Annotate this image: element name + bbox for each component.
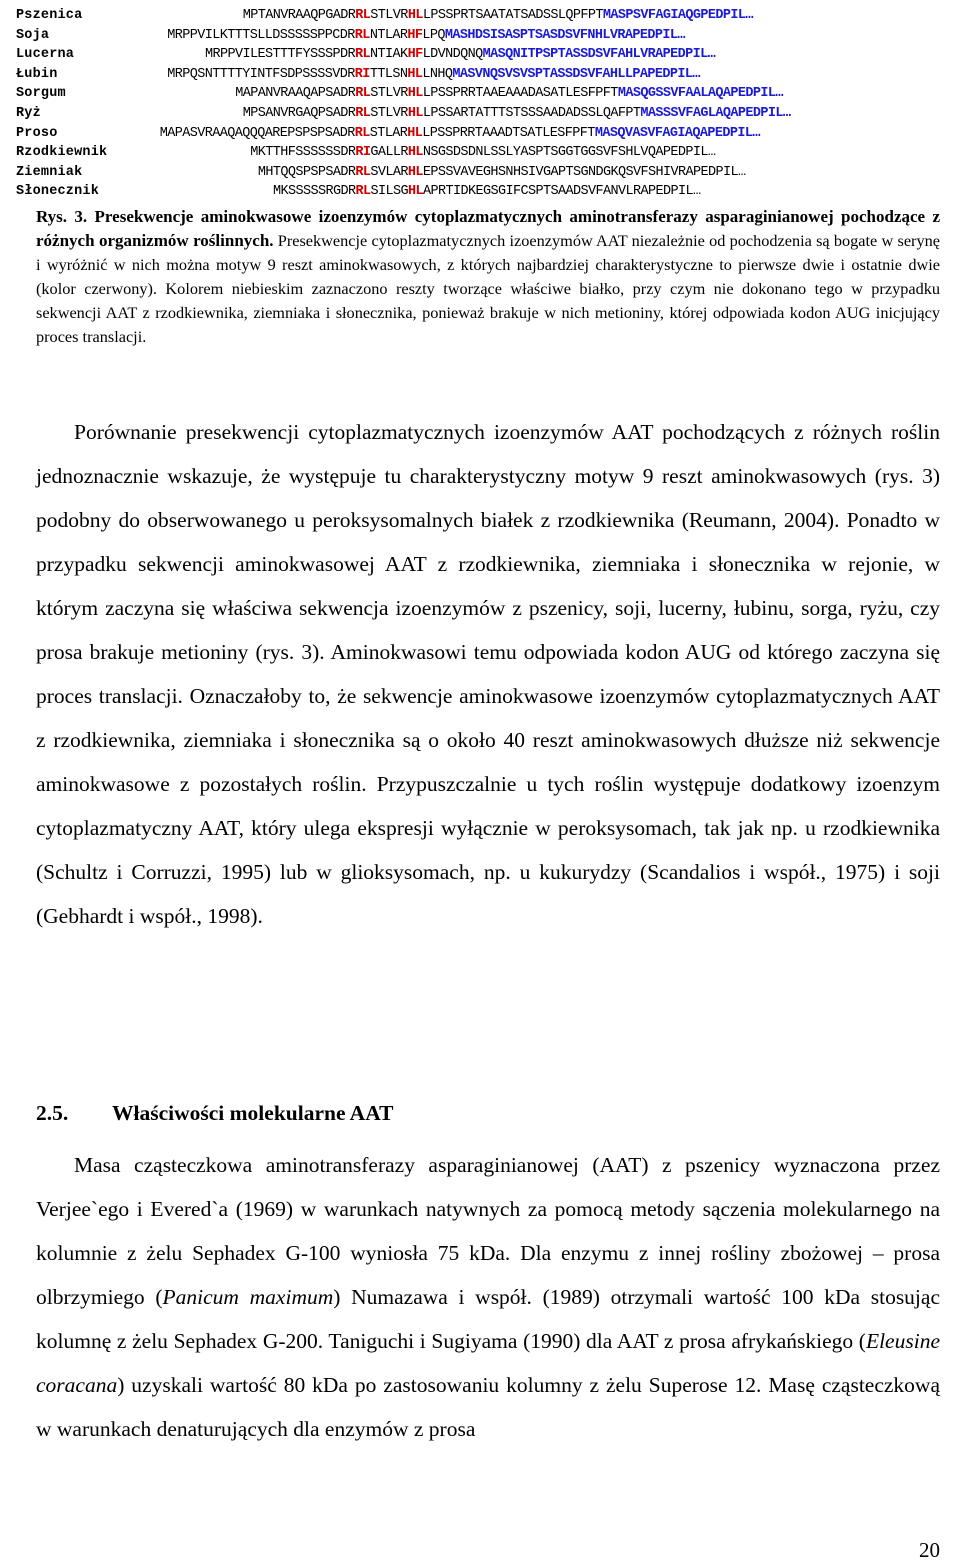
sequence-segment: MKSSSSSRGDR: [272, 184, 356, 200]
motif-residues: RL: [355, 8, 371, 23]
sequence: [273, 182, 701, 202]
text-run: ) Numazawa i współ. (1989) otrzymali wartość 100 kDa stosując kolumnę z żelu Sephadex G-200. Taniguchi i Sugiyama (1990) dla AAT z prosa afrykańskiego (: [36, 1285, 940, 1353]
sequence-segment: TTLSN: [369, 66, 408, 82]
alignment-row: [16, 182, 946, 202]
section-number: 2.5.: [36, 1101, 69, 1125]
motif-residues: RL: [355, 184, 371, 200]
section-heading: [36, 1101, 393, 1126]
species-name: Proso: [16, 125, 58, 141]
sequence-segment: LPSSPRRTAAADTSATLESFPFT: [422, 125, 595, 141]
sequence-alignment: [16, 6, 946, 202]
body-text-2: [36, 1143, 940, 1451]
sequence-segment: MAPASVRAAQAQQQAREPSPSPSADR: [159, 125, 355, 141]
sequence-segment: SILSG: [370, 184, 408, 200]
sequence-segment: GALLR: [370, 145, 408, 161]
section-title: Właściwości molekularne AAT: [112, 1101, 394, 1125]
protein-start: MASHDSISASPTSASDSVFNHLVRAPEDPIL…: [444, 27, 685, 43]
species-name: Panicum maximum: [162, 1285, 334, 1309]
sequence-segment: MRPQSNTTTTYINTFSDPSSSSVDR: [167, 66, 355, 82]
sequence: [235, 84, 783, 104]
alignment-row: [16, 26, 946, 46]
alignment-row: [16, 65, 946, 85]
sequence: [243, 104, 791, 124]
species-name: Ryż: [16, 105, 41, 121]
text-run: Masa cząsteczkowa aminotransferazy asparaginianowej (AAT) z pszenicy wyznaczona przez Verjee`ego i Evered`a (1969) w warunkach natywnych za pomocą metody sączenia molekularnego na kolumnie z żelu Sephadex G-100 wyniosła 75 kDa. Dla enzymu z innej rośliny zbożowej – prosa olbrzymiego (: [36, 1153, 940, 1309]
species-name: Soja: [16, 27, 50, 43]
motif-residues: RL: [354, 27, 370, 43]
sequence-segment: MKTTHFSSSSSSDR: [250, 145, 356, 161]
sequence-segment: MPSANVRGAQPSADR: [242, 105, 356, 121]
page-number: 20: [919, 1538, 940, 1562]
sequence: [167, 26, 685, 46]
figure-caption: [36, 205, 940, 349]
text-run: ) uzyskali wartość 80 kDa po zastosowaniu kolumny z żelu Superose 12. Masę cząsteczkową w warunkach denaturujących dla enzymów z prosa: [36, 1373, 940, 1441]
motif-residues: RL: [354, 125, 370, 141]
protein-start: MASQNITPSPTASSDSVFAHLVRAPEDPIL…: [482, 47, 716, 63]
motif-residues: RI: [355, 145, 371, 161]
sequence-segment: EPSSVAVEGHSNHSIVGAPTSGNDGKQSVFSHIVRAPEDPIL…: [422, 164, 746, 180]
sequence-segment: STLVR: [370, 8, 408, 23]
sequence-segment: MAPANVRAAQAPSADR: [235, 86, 356, 102]
motif-residues: RL: [355, 47, 371, 63]
motif-residues: HL: [407, 66, 423, 82]
species-name: Ziemniak: [16, 164, 83, 180]
sequence: [243, 6, 753, 26]
sequence-segment: MPTANVRAAQPGADR: [242, 8, 356, 23]
alignment-row: [16, 163, 946, 183]
sequence-segment: APRTIDKEGSGIFCSPTSAADSVFANVLRAPEDPIL…: [423, 184, 701, 200]
species-name: Słonecznik: [16, 184, 100, 200]
sequence-segment: NTIAK: [370, 47, 408, 63]
protein-start: MASSSVFAGLAQAPEDPIL…: [640, 105, 791, 121]
protein-start: MASQGSSVFAALAQAPEDPIL…: [617, 86, 783, 102]
caption-label: Rys. 3. Presekwencje aminokwasowe izoenzymów cytoplazmatycznych aminotransferazy asparaginianowej pochodzące z różnych organizmów roślinnych.: [36, 207, 940, 250]
sequence-segment: LPQ: [422, 27, 445, 43]
sequence-segment: MHTQQSPSPSADR: [257, 164, 356, 180]
motif-residues: RI: [354, 66, 370, 82]
sequence-segment: STLVR: [370, 86, 408, 102]
sequence-segment: STLAR: [369, 125, 408, 141]
paragraph: [36, 1143, 940, 1451]
motif-residues: HL: [407, 8, 423, 23]
motif-residues: HF: [407, 47, 423, 63]
sequence-segment: LPSSPRRTAAEAAADASATLESFPFT: [422, 86, 618, 102]
sequence: [167, 65, 700, 85]
motif-residues: RL: [355, 86, 371, 102]
species-name: Rzodkiewnik: [16, 145, 108, 161]
sequence-segment: LDVNDQNQ: [422, 47, 483, 63]
sequence-segment: LNHQ: [422, 66, 453, 82]
motif-residues: HL: [407, 125, 423, 141]
sequence-segment: NSGSDSDNLSSLYASPTSGGTGGSVFSHLVQAPEDPIL…: [422, 145, 716, 161]
caption-text: Presekwencje cytoplazmatycznych izoenzymów AAT niezależnie od pochodzenia są bogate w serynę i wyróżnić w nich można motyw 9 reszt aminokwasowych, z których najbardziej charakterystyczne to pierwsze dwie i ostatnie dwie (kolor czerwony). Kolorem niebieskim zaznaczono reszty tworzące właściwe białko, przy czym nie dokonano tego w przypadku sekwencji AAT z rzodkiewnika, ziemniaka i słonecznika, ponieważ brakuje w nich metioniny, której odpowiada kodon AUG inicjujący proces translacji.: [36, 231, 940, 346]
motif-residues: HL: [407, 86, 423, 102]
sequence: [205, 45, 715, 65]
alignment-row: [16, 143, 946, 163]
sequence-segment: STLVR: [370, 105, 408, 121]
alignment-row: [16, 124, 946, 144]
species-name: Lucerna: [16, 47, 75, 63]
species-name: Eleusine coracana: [36, 1329, 940, 1397]
protein-start: MASPSVFAGIAQGPEDPIL…: [602, 8, 753, 23]
sequence-segment: MRPPVILESTTTFYSSSPDR: [205, 47, 356, 63]
species-name: Pszenica: [16, 8, 83, 23]
body-text: [36, 410, 940, 938]
alignment-row: [16, 6, 946, 26]
motif-residues: HF: [407, 27, 423, 43]
sequence-segment: MRPPVILKTTTSLLDSSSSSPPCDR: [167, 27, 355, 43]
protein-start: MASQVASVFAGIAQAPEDPIL…: [594, 125, 760, 141]
motif-residues: HL: [407, 184, 423, 200]
protein-start: MASVNQSVSVSPTASSDSVFAHLLPAPEDPIL…: [452, 66, 700, 82]
motif-residues: RL: [355, 164, 371, 180]
sequence-segment: LPSSARTATTTSTSSSAADADSSLQAFPT: [422, 105, 641, 121]
alignment-row: [16, 45, 946, 65]
species-name: Łubin: [16, 66, 58, 82]
alignment-row: [16, 104, 946, 124]
sequence: [258, 163, 746, 183]
species-name: Sorgum: [16, 86, 66, 102]
sequence-segment: NTLAR: [369, 27, 408, 43]
motif-residues: HL: [407, 145, 423, 161]
sequence: [160, 124, 760, 144]
sequence: [250, 143, 715, 163]
motif-residues: HL: [407, 105, 423, 121]
sequence-segment: SVLAR: [370, 164, 408, 180]
alignment-row: [16, 84, 946, 104]
paragraph: Porównanie presekwencji cytoplazmatycznych izoenzymów AAT pochodzących z różnych roślin jednoznacznie wskazuje, że występuje tu charakterystyczny motyw 9 reszt aminokwasowych (rys. 3) podobny do obserwowanego u peroksysomalnych białek z rzodkiewnika (Reumann, 2004). Ponadto w przypadku sekwencji aminokwasowej AAT z rzodkiewnika, ziemniaka i słonecznika w rejonie, w którym zaczyna się właściwa sekwencja izoenzymów z pszenicy, soji, lucerny, łubinu, sorga, ryżu, czy prosa brakuje metioniny (rys. 3). Aminokwasowi temu odpowiada kodon AUG od którego zaczyna się proces translacji. Oznaczałoby to, że sekwencje aminokwasowe izoenzymów cytoplazmatycznych AAT z rzodkiewnika, ziemniaka i słonecznika są o około 40 reszt aminokwasowych dłuższe niż sekwencje aminokwasowe z pozostałych roślin. Przypuszczalnie u tych roślin występuje dodatkowy izoenzym cytoplazmatyczny AAT, który ulega ekspresji wyłącznie w peroksysomach, tak jak np. u rzodkiewnika (Schultz i Corruzzi, 1995) lub w glioksysomach, np. u kukurydzy (Scandalios i współ., 1975) i soji (Gebhardt i współ., 1998).: [36, 420, 940, 928]
motif-residues: HL: [407, 164, 423, 180]
motif-residues: RL: [355, 105, 371, 121]
sequence-segment: LPSSPRTSAATATSADSSLQPFPT: [422, 8, 603, 23]
